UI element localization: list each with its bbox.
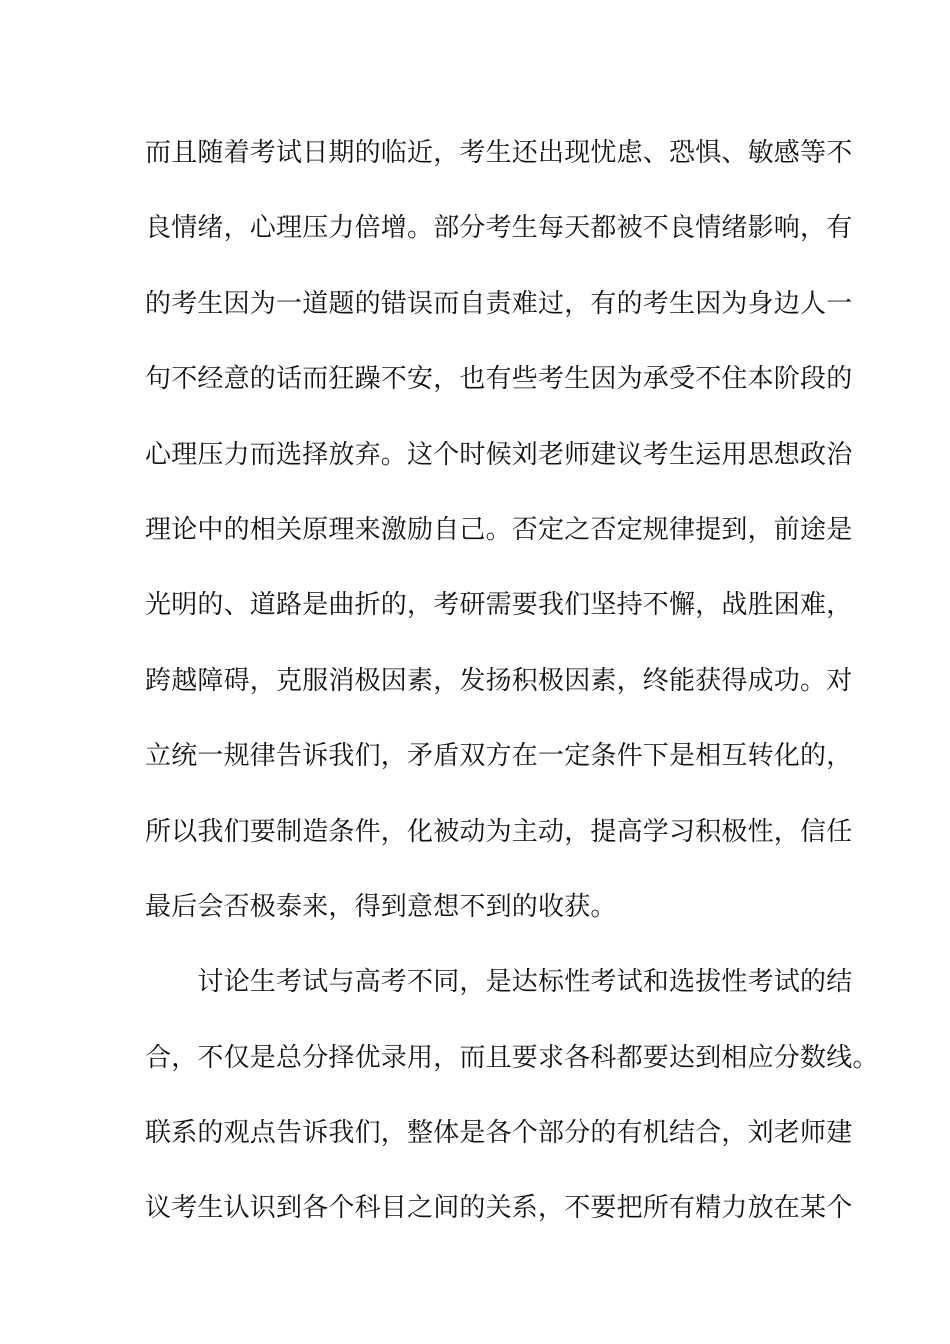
text-line: 心理压力而选择放弃。这个时候刘老师建议考生运用思想政治 (145, 439, 853, 470)
text-line: 最后会否极泰来，得到意想不到的收获。 (145, 891, 617, 922)
body-text (145, 129, 879, 1260)
text-line: 立统一规律告诉我们，矛盾双方在一定条件下是相互转化的， (145, 741, 853, 772)
text-line: 所以我们要制造条件，化被动为主动，提高学习积极性，信任 (145, 816, 853, 847)
text-line: 合，不仅是总分择优录用，而且要求各科都要达到相应分数线。 (145, 1042, 879, 1073)
text-line: 跨越障碍，克服消极因素，发扬积极因素，终能获得成功。对 (145, 665, 853, 696)
text-line: 的考生因为一道题的错误而自责难过，有的考生因为身边人一 (145, 288, 853, 319)
text-line: 讨论生考试与高考不同，是达标性考试和选拔性考试的结 (145, 967, 853, 998)
text-line: 理论中的相关原理来激励自己。否定之否定规律提到，前途是 (145, 514, 853, 545)
text-line: 良情绪，心理压力倍增。部分考生每天都被不良情绪影响，有 (145, 213, 853, 244)
text-line: 光明的、道路是曲折的，考研需要我们坚持不懈，战胜困难， (145, 590, 853, 621)
text-line: 而且随着考试日期的临近，考生还出现忧虑、恐惧、敏感等不 (145, 138, 853, 168)
text-line: 联系的观点告诉我们，整体是各个部分的有机结合，刘老师建 (145, 1118, 853, 1149)
text-line: 议考生认识到各个科目之间的关系，不要把所有精力放在某个 (145, 1193, 853, 1224)
text-line: 句不经意的话而狂躁不安，也有些考生因为承受不住本阶段的 (145, 364, 853, 395)
